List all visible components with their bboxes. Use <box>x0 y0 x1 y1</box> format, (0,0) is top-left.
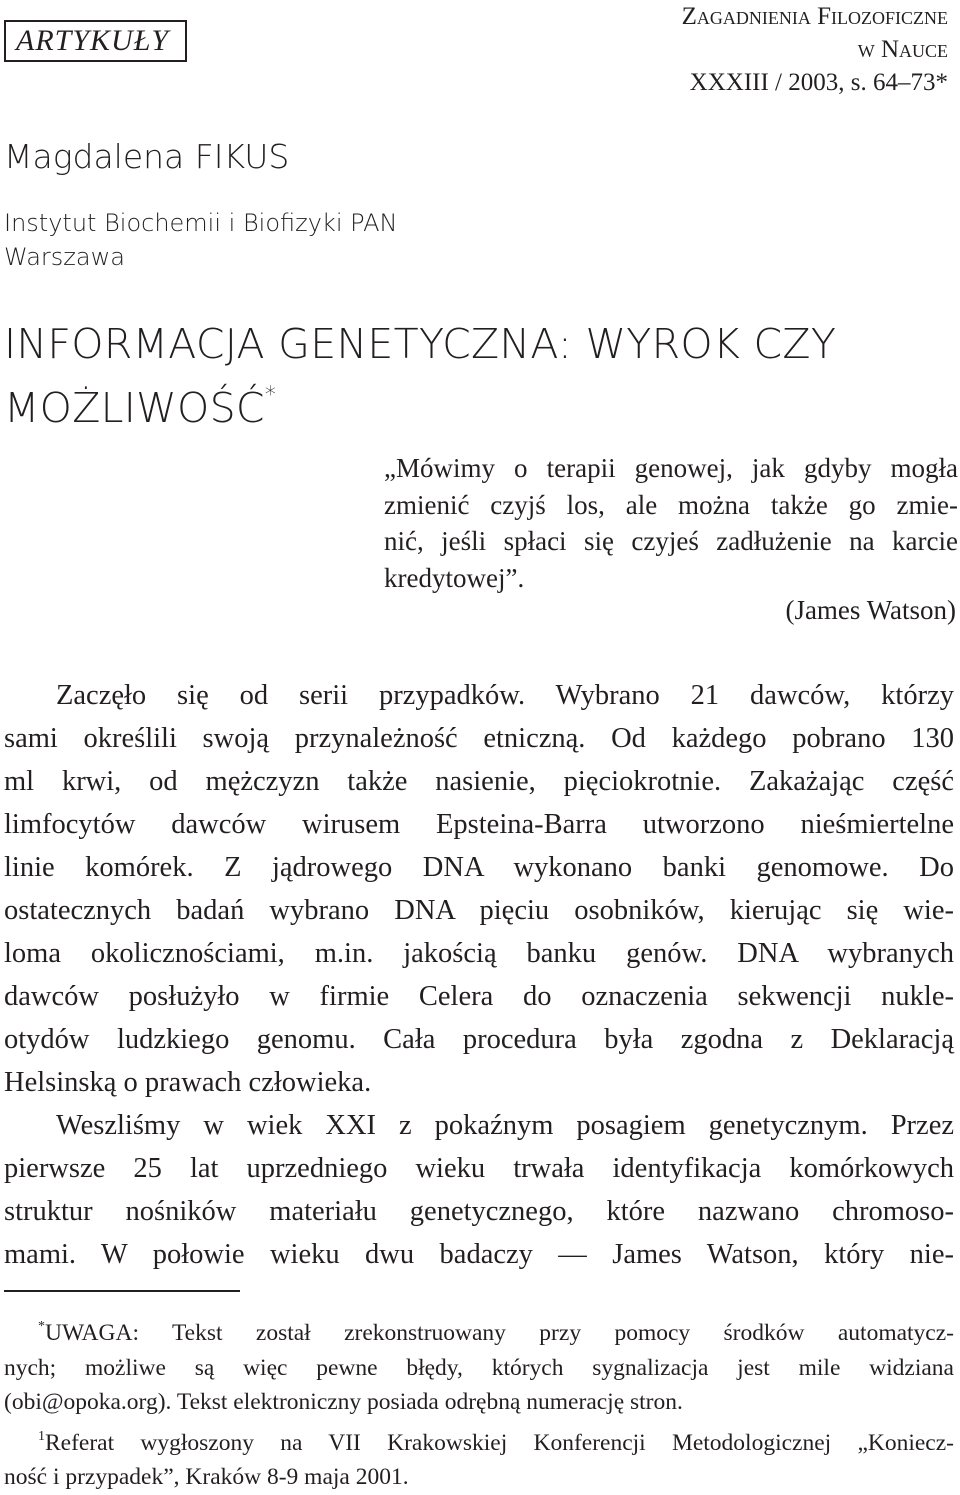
body-line: Weszliśmy w wiek XXI z pokaźnym posagiem genetycznym. Przez <box>56 1110 954 1141</box>
section-label: ARTYKUŁY <box>4 20 187 62</box>
body-line: Zaczęło się od serii przypadków. Wybrano 21 dawców, którzy <box>56 680 954 711</box>
footnote-marker: * <box>38 1319 45 1334</box>
footnote-line: (obi@opoka.org). Tekst elektroniczny posiada odrębną numerację stron. <box>4 1389 683 1415</box>
footnote-line: ność i przypadek”, Kraków 8-9 maja 2001. <box>4 1464 409 1490</box>
title-line-2 <box>4 370 836 434</box>
footnote-text: Referat wygłoszony na VII Krakowskiej Konferencji Metodologicznej „Koniecz- <box>45 1429 954 1456</box>
epigraph-attribution: (James Watson) <box>785 595 956 625</box>
title-line-1: INFORMACJA GENETYCZNA: WYROK CZY <box>4 320 837 368</box>
footnote-divider <box>4 1290 240 1292</box>
institute-city: Warszawa <box>4 243 125 271</box>
body-line: dawców posłużyło w firmie Celera do oznaczenia sekwencji nukle- <box>4 981 954 1012</box>
affiliation <box>4 206 397 274</box>
body-line: ml krwi, od mężczyzn także nasienie, pięciokrotnie. Zakażając część <box>4 766 954 797</box>
body-line: linie komórek. Z jądrowego DNA wykonano banki genomowe. Do <box>4 852 954 883</box>
footnote-line <box>4 1420 954 1461</box>
body-line: loma okolicznościami, m.in. jakością banku genów. DNA wybranych <box>4 938 954 969</box>
body-line: pierwsze 25 lat uprzedniego wieku trwała identyfikacja komórkowych <box>4 1153 954 1184</box>
body-line: Helsinską o prawach człowieka. <box>4 1067 372 1098</box>
title-footnote-marker: * <box>264 383 277 408</box>
author-name: Magdalena FIKUS <box>4 137 290 176</box>
body-line: otydów ludzkiego genomu. Cała procedura była zgodna z Deklaracją <box>4 1024 954 1055</box>
footnote-text: UWAGA: Tekst został zrekonstruowany przy pomocy środków automatycz- <box>45 1320 954 1346</box>
body-line: mami. W połowie wieku dwu badaczy — James Watson, który nie- <box>4 1239 954 1270</box>
footnotes <box>4 1310 954 1495</box>
epigraph-line: zmienić czyjś los, ale można także go zmie- <box>384 489 958 520</box>
title-line-2-text: MOŻLIWOŚĆ <box>4 384 265 432</box>
epigraph-quote <box>384 450 958 596</box>
article-body <box>4 674 954 1276</box>
epigraph-line: kredytowej”. <box>384 562 525 593</box>
journal-info <box>682 0 948 99</box>
article-title <box>4 318 836 434</box>
journal-volume-pages: XXXIII / 2003, s. 64–73* <box>689 69 948 96</box>
footnote-line <box>4 1310 954 1351</box>
journal-name: Zagadnienia Filozoficzne <box>681 3 948 30</box>
footnote-marker: 1 <box>38 1428 45 1444</box>
journal-name-cont: w Nauce <box>857 36 948 63</box>
body-line: struktur nośników materiału genetycznego, które nazwano chromoso- <box>4 1196 954 1227</box>
body-line: ostatecznych badań wybrano DNA pięciu osobników, kierując się wie- <box>4 895 954 926</box>
body-line: sami określili swoją przynależność etniczną. Od każdego pobrano 130 <box>4 723 954 754</box>
epigraph-line: nić, jeśli spłaci się czyjeś zadłużenie na karcie <box>384 526 958 556</box>
institute-name: Instytut Biochemii i Biofizyki PAN <box>4 209 398 237</box>
epigraph-line: „Mówimy o terapii genowej, jak gdyby mogła <box>384 453 958 483</box>
body-line: limfocytów dawców wirusem Epsteina-Barra utworzono nieśmiertelne <box>4 809 954 840</box>
footnote-line: nych; możliwe są więc pewne błędy, których sygnalizacja jest mile widziana <box>4 1354 954 1381</box>
